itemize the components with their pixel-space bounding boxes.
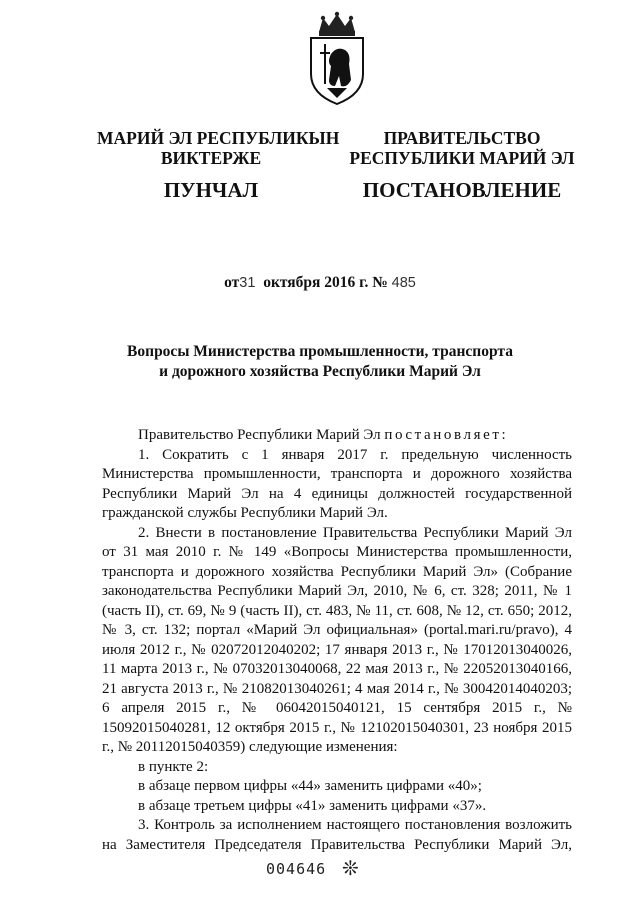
intro-start: Правительство Республики Марий Эл (138, 427, 385, 443)
asterisk-mark-icon: ❊ (342, 858, 359, 880)
title-line1: Вопросы Министерства промышленности, транспорта (127, 343, 513, 360)
date-month-year: октября 2016 г. (263, 274, 369, 291)
date-line (0, 274, 640, 292)
intro-end: : (501, 427, 506, 443)
paragraph-2-b: в абзаце первом цифры «44» заменить цифрами «40»; (138, 778, 482, 794)
number-sign: № (372, 274, 388, 291)
header-right-line2: РЕСПУБЛИКИ МАРИЙ ЭЛ (349, 148, 575, 168)
header-left-doctype: ПУНЧАЛ (163, 178, 259, 202)
intro-decree-word: постановляет (384, 427, 502, 443)
header-left-line2: ВИКТЕРЖЕ (160, 148, 262, 168)
paragraph-2-a: в пункте 2: (138, 758, 209, 775)
header-right-doctype: ПОСТАНОВЛЕНИЕ (362, 178, 562, 202)
paragraph-2-c: в абзаце третьем цифры «41» заменить цифрами «37». (138, 797, 487, 814)
coat-of-arms-emblem (297, 10, 377, 106)
paragraph-2: 2. Внести в постановление Правительства Республики Марий Эл от 31 мая 2010 г. № 149 «Вопросы Министерства промышленности, транспорта и дорожного хозяйства Республики Марий Эл» (Собрание законодательства Республики Марий Эл, 2010, № 6, ст. 328; 2011, № 1 (часть II), ст. 69, № 9 (часть II), ст. 483, № 11, ст. 608, № 12, ст. 650; 2012, № 3, ст. 132; портал «Марий Эл официальная» (portal.mari.ru/pravo), 4 июля 2012 г., № 02072012040202; 17 января 2013 г., № 17012013040026, 11 марта 2013 г., № 07032013040068, 22 мая 2013 г., № 22052013040166, 21 августа 2013 г., № 21082013040261; 4 мая 2014 г., № 30042014040203; 6 апреля 2015 г., № 06042015040121, 15 сентября 2015 г., № 15092015040281, 12 октября 2015 г., № 12102015040301, 23 ноября 2015 г., № 20112015040359) следующие изменения: (102, 524, 572, 755)
header-left-line1: МАРИЙ ЭЛ РЕСПУБЛИКЫН (97, 128, 340, 148)
document-number: 485 (391, 275, 416, 291)
header-right-block (348, 128, 576, 203)
paragraph-1: 1. Сократить с 1 января 2017 г. предельную численность Министерства промышленности, транспорта и дорожного хозяйства Республики Марий Эл на 4 единицы должностей государственной гражданской службы Республики Марий Эл. (102, 446, 572, 521)
title-line2: и дорожного хозяйства Республики Марий Эл (159, 363, 481, 380)
serial-number: 004646 (266, 860, 327, 878)
header-right-line1: ПРАВИТЕЛЬСТВО (383, 128, 541, 148)
document-body (102, 426, 572, 855)
document-title (0, 342, 640, 382)
date-prefix: от (224, 274, 240, 291)
header-left-block (97, 128, 340, 203)
date-day: 31 (239, 275, 256, 291)
intro-paragraph (102, 426, 572, 446)
paragraph-3: 3. Контроль за исполнением настоящего постановления возложить на Заместителя Председателя Правительства Республики Марий Эл, (102, 817, 572, 853)
